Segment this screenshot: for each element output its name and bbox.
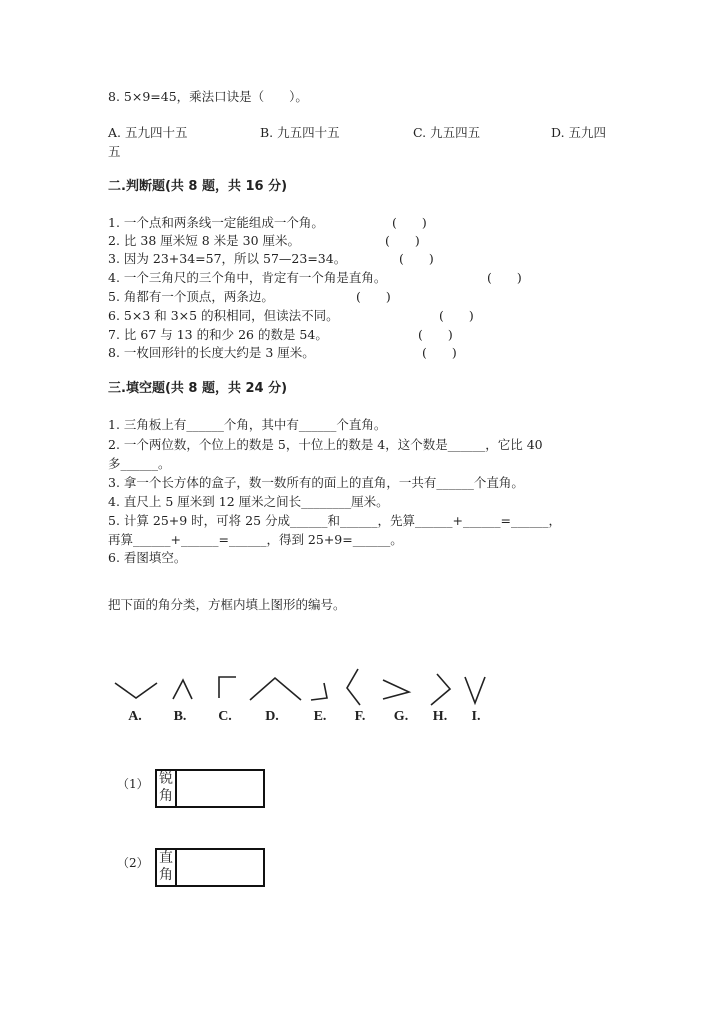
section-3-heading: 三.填空题(共 8 题，共 24 分) [108, 381, 288, 396]
instruction: 把下面的角分类，方框内填上图形的编号。 [108, 597, 346, 612]
fill-line: 3. 拿一个长方体的盒子，数一数所有的面上的直角，一共有______个直角。 [108, 475, 524, 490]
figure-label-e: E. [313, 709, 327, 724]
answer-blank: ( ) [422, 345, 457, 360]
figure-label-d: D. [265, 709, 279, 724]
angle-e [311, 683, 327, 700]
judge-item: 1. 一个点和两条线一定能组成一个角。 [108, 215, 324, 230]
answer-blank: ( ) [385, 233, 420, 248]
fill-line: 再算______+______=______，得到 25+9=______。 [108, 532, 403, 547]
figure-label-c: C. [218, 709, 232, 724]
fill-line: 1. 三角板上有______个角，其中有______个直角。 [108, 417, 387, 432]
option-d: D. 五九四 [551, 125, 607, 140]
figure-label-i: I. [471, 709, 481, 724]
caption-char: 角 [159, 788, 173, 804]
answer-area[interactable] [177, 850, 263, 885]
option-c: C. 九五四五 [413, 125, 481, 140]
judge-item: 6. 5×3 和 3×5 的积相同，但读法不同。 [108, 308, 339, 323]
fill-line: 4. 直尺上 5 厘米到 12 厘米之间长________厘米。 [108, 494, 389, 509]
judge-item: 2. 比 38 厘米短 8 米是 30 厘米。 [108, 233, 301, 248]
caption-char: 直 [159, 850, 173, 866]
angle-b [173, 680, 192, 699]
section-2-heading: 二.判断题(共 8 题，共 16 分) [108, 179, 288, 194]
right-angle-box [155, 848, 265, 887]
figure-label-b: B. [173, 709, 187, 724]
figure-label-f: F. [354, 709, 366, 724]
option-b: B. 九五四十五 [260, 125, 340, 140]
angle-a [115, 683, 157, 698]
acute-angle-box [155, 769, 265, 808]
option-d-wrap: 五 [108, 144, 121, 159]
angle-h [431, 674, 450, 705]
answer-blank: ( ) [392, 215, 427, 230]
judge-item: 5. 角都有一个顶点，两条边。 [108, 289, 274, 304]
box-number-1: （1） [117, 777, 149, 791]
fill-line: 多______。 [108, 456, 171, 471]
angle-c [219, 677, 236, 698]
angle-f [347, 669, 360, 705]
caption-char: 锐 [159, 771, 173, 787]
caption-char: 角 [159, 867, 173, 883]
fill-line: 6. 看图填空。 [108, 550, 187, 565]
angle-g [383, 680, 409, 699]
answer-blank: ( ) [418, 327, 453, 342]
answer-area[interactable] [177, 771, 263, 806]
judge-item: 3. 因为 23+34=57，所以 57—23=34。 [108, 251, 347, 266]
figure-label-g: G. [393, 709, 409, 724]
box-caption [157, 771, 177, 806]
angle-i [465, 677, 485, 703]
option-a: A. 五九四十五 [108, 125, 188, 140]
judge-item: 8. 一枚回形针的长度大约是 3 厘米。 [108, 345, 315, 360]
answer-blank: ( ) [399, 251, 434, 266]
fill-line: 5. 计算 25+9 时，可将 25 分成______和______，先算______+______=______， [108, 513, 561, 528]
box-caption [157, 850, 177, 885]
answer-blank: ( ) [356, 289, 391, 304]
figure-label-a: A. [128, 709, 142, 724]
judge-item: 7. 比 67 与 13 的和少 26 的数是 54。 [108, 327, 328, 342]
answer-blank: ( ) [439, 308, 474, 323]
angle-d [250, 678, 301, 700]
fill-line: 2. 一个两位数，个位上的数是 5，十位上的数是 4，这个数是______，它比 40 [108, 437, 543, 452]
figure-label-h: H. [432, 709, 448, 724]
question-8: 8. 5×9=45，乘法口诀是（ ）。 [108, 89, 308, 104]
answer-blank: ( ) [487, 270, 522, 285]
box-number-2: （2） [117, 856, 149, 870]
judge-item: 4. 一个三角尺的三个角中，肯定有一个角是直角。 [108, 270, 387, 285]
